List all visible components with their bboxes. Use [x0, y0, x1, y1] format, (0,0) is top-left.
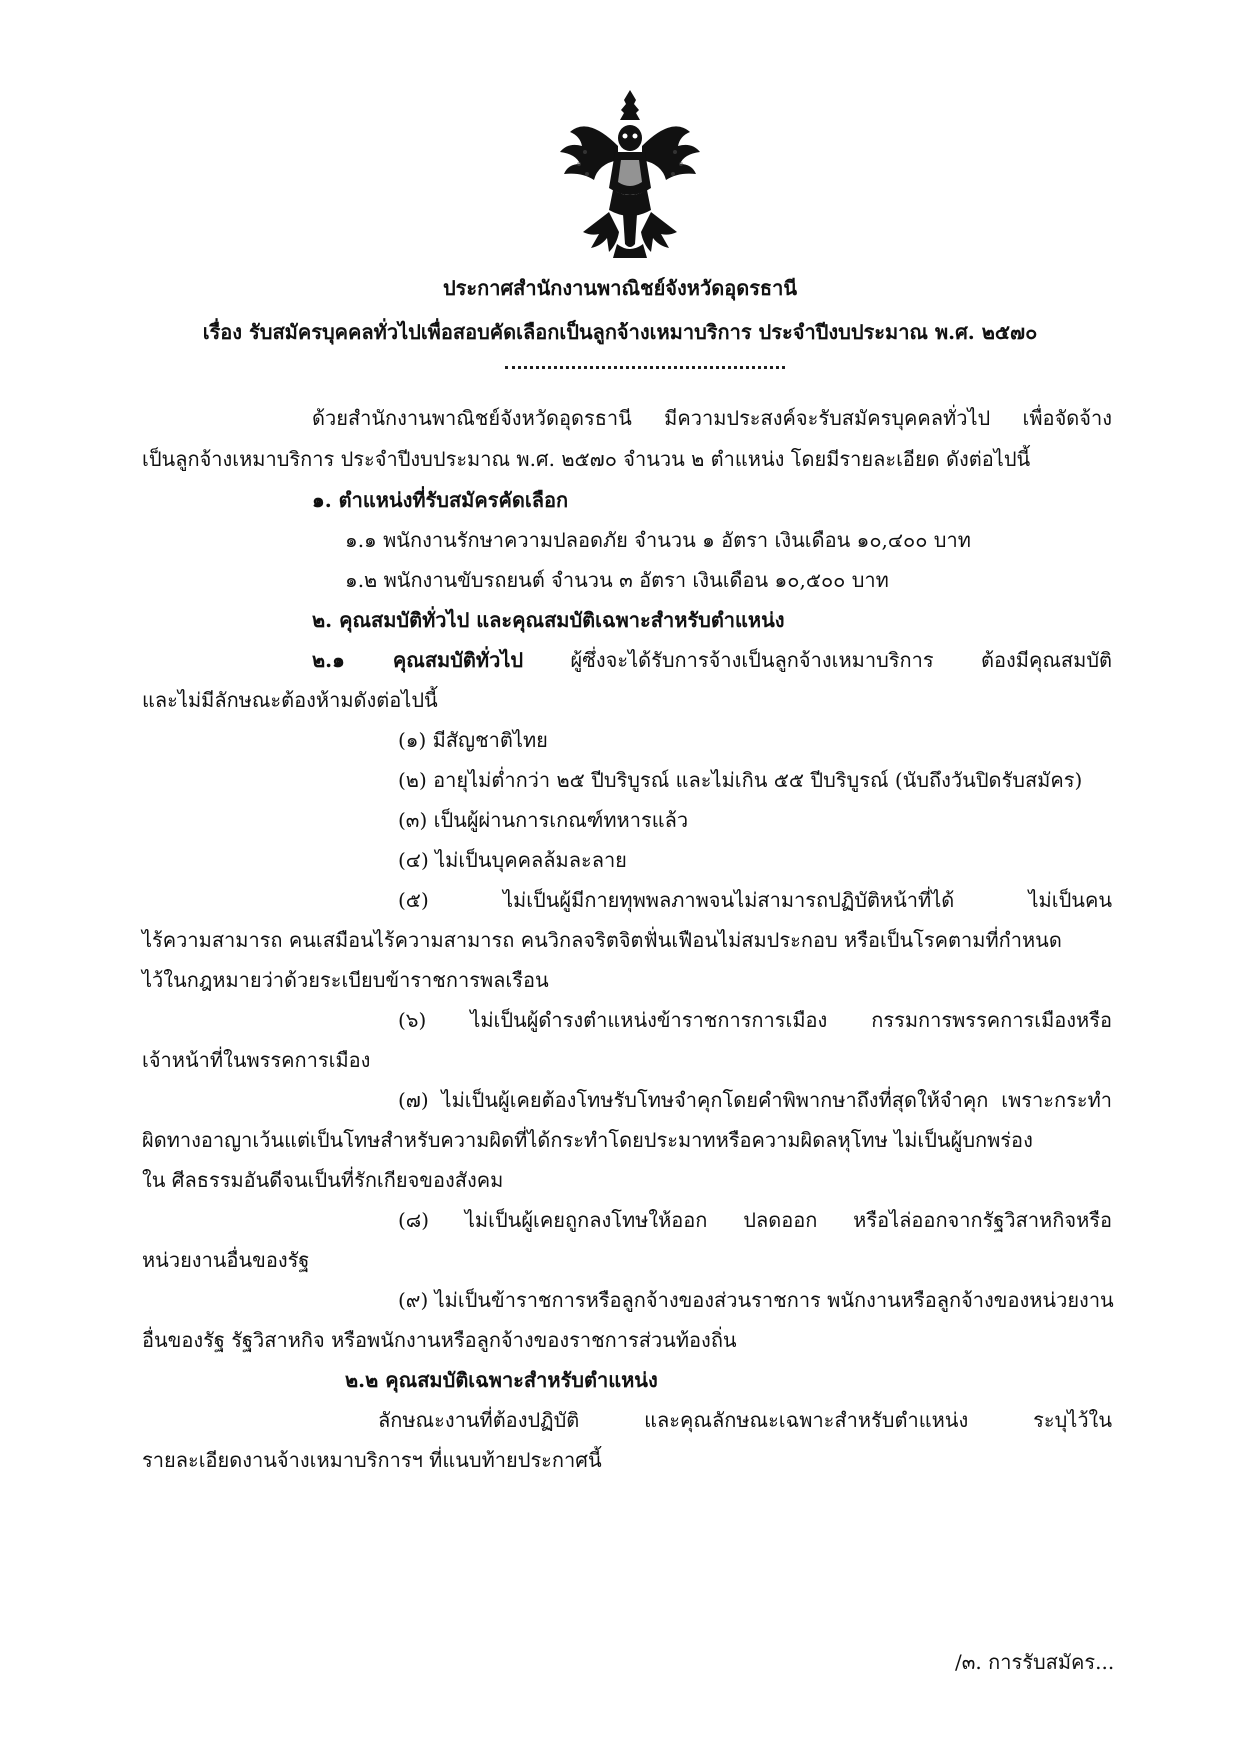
qualification-item-5-line3: ไว้ในกฎหมายว่าด้วยระเบียบข้าราชการพลเรือน [142, 968, 549, 992]
general-qualifications-label: ๒.๑ คุณสมบัติทั่วไป [312, 648, 524, 672]
qualification-item-8-line1: (๘) ไม่เป็นผู้เคยถูกลงโทษให้ออก ปลดออก หรือไล่ออกจากรัฐวิสาหกิจหรือ [398, 1208, 1112, 1232]
specific-qualifications-line2: รายละเอียดงานจ้างเหมาบริการฯ ที่แนบท้ายประกาศนี้ [142, 1448, 602, 1472]
qualification-item-7-line3: ใน ศีลธรรมอันดีจนเป็นที่รักเกียจของสังคม [142, 1168, 504, 1192]
qualification-item-4: (๔) ไม่เป็นบุคคลล้มละลาย [398, 848, 627, 872]
page-title: ประกาศสำนักงานพาณิชย์จังหวัดอุดรธานี [442, 276, 798, 300]
general-qualifications-text: ผู้ซึ่งจะได้รับการจ้างเป็นลูกจ้างเหมาบริการ ต้องมีคุณสมบัติ [523, 648, 1113, 672]
qualification-item-9-line2: อื่นของรัฐ รัฐวิสาหกิจ หรือพนักงานหรือลูกจ้างของราชการส่วนท้องถิ่น [142, 1328, 737, 1352]
section1-heading: ๑. ตำแหน่งที่รับสมัครคัดเลือก [312, 488, 569, 512]
position-item-2: ๑.๒ พนักงานขับรถยนต์ จำนวน ๓ อัตรา เงินเดือน ๑๐,๕๐๐ บาท [345, 568, 889, 592]
intro-paragraph-line1: ด้วยสำนักงานพาณิชย์จังหวัดอุดรธานี มีความประสงค์จะรับสมัครบุคคลทั่วไป เพื่อจัดจ้าง [312, 406, 1112, 430]
title-divider [505, 366, 785, 369]
general-qualifications-line2: และไม่มีลักษณะต้องห้ามดังต่อไปนี้ [142, 688, 438, 712]
page-subtitle: เรื่อง รับสมัครบุคคลทั่วไปเพื่อสอบคัดเลือกเป็นลูกจ้างเหมาบริการ ประจำปีงบประมาณ พ.ศ. ๒๕๗๐ [202, 320, 1038, 344]
position-item-1: ๑.๑ พนักงานรักษาความปลอดภัย จำนวน ๑ อัตรา เงินเดือน ๑๐,๔๐๐ บาท [345, 528, 971, 552]
qualification-item-5-line1: (๕) ไม่เป็นผู้มีกายทุพพลภาพจนไม่สามารถปฏิบัติหน้าที่ได้ ไม่เป็นคน [398, 888, 1112, 912]
qualification-item-8-line2: หน่วยงานอื่นของรัฐ [142, 1248, 310, 1272]
qualification-item-3: (๓) เป็นผู้ผ่านการเกณฑ์ทหารแล้ว [398, 808, 689, 832]
garuda-emblem-icon [555, 86, 705, 264]
specific-qualifications-heading: ๒.๒ คุณสมบัติเฉพาะสำหรับตำแหน่ง [345, 1368, 658, 1392]
qualification-item-6-line2: เจ้าหน้าที่ในพรรคการเมือง [142, 1048, 371, 1072]
qualification-item-5-line2: ไร้ความสามารถ คนเสมือนไร้ความสามารถ คนวิกลจริตจิตฟั่นเฟือนไม่สมประกอบ หรือเป็นโรคตามที่กำหนด [142, 928, 1062, 952]
page-continuation: /๓. การรับสมัคร... [955, 1650, 1115, 1674]
qualification-item-1: (๑) มีสัญชาติไทย [398, 728, 548, 752]
specific-qualifications-line1: ลักษณะงานที่ต้องปฏิบัติ และคุณลักษณะเฉพาะสำหรับตำแหน่ง ระบุไว้ใน [378, 1408, 1112, 1432]
qualification-item-7-line2: ผิดทางอาญาเว้นแต่เป็นโทษสำหรับความผิดที่ได้กระทำโดยประมาทหรือความผิดลหุโทษ ไม่เป็นผู้บกพร่อง [142, 1128, 1033, 1152]
intro-paragraph-line2: เป็นลูกจ้างเหมาบริการ ประจำปีงบประมาณ พ.ศ. ๒๕๗๐ จำนวน ๒ ตำแหน่ง โดยมีรายละเอียด ดังต่อไปนี้ [142, 447, 1031, 471]
qualification-item-7-line1: (๗) ไม่เป็นผู้เคยต้องโทษรับโทษจำคุกโดยคำพิพากษาถึงที่สุดให้จำคุก เพราะกระทำ [398, 1088, 1112, 1112]
qualification-item-6-line1: (๖) ไม่เป็นผู้ดำรงตำแหน่งข้าราชการการเมือง กรรมการพรรคการเมืองหรือ [398, 1008, 1112, 1032]
general-qualifications-line1 [312, 646, 1112, 674]
qualification-item-9-line1: (๙) ไม่เป็นข้าราชการหรือลูกจ้างของส่วนราชการ พนักงานหรือลูกจ้างของหน่วยงาน [398, 1288, 1114, 1312]
qualification-item-2: (๒) อายุไม่ต่ำกว่า ๒๕ ปีบริบูรณ์ และไม่เกิน ๕๕ ปีบริบูรณ์ (นับถึงวันปิดรับสมัคร) [398, 768, 1083, 792]
section2-heading: ๒. คุณสมบัติทั่วไป และคุณสมบัติเฉพาะสำหรับตำแหน่ง [312, 608, 785, 632]
